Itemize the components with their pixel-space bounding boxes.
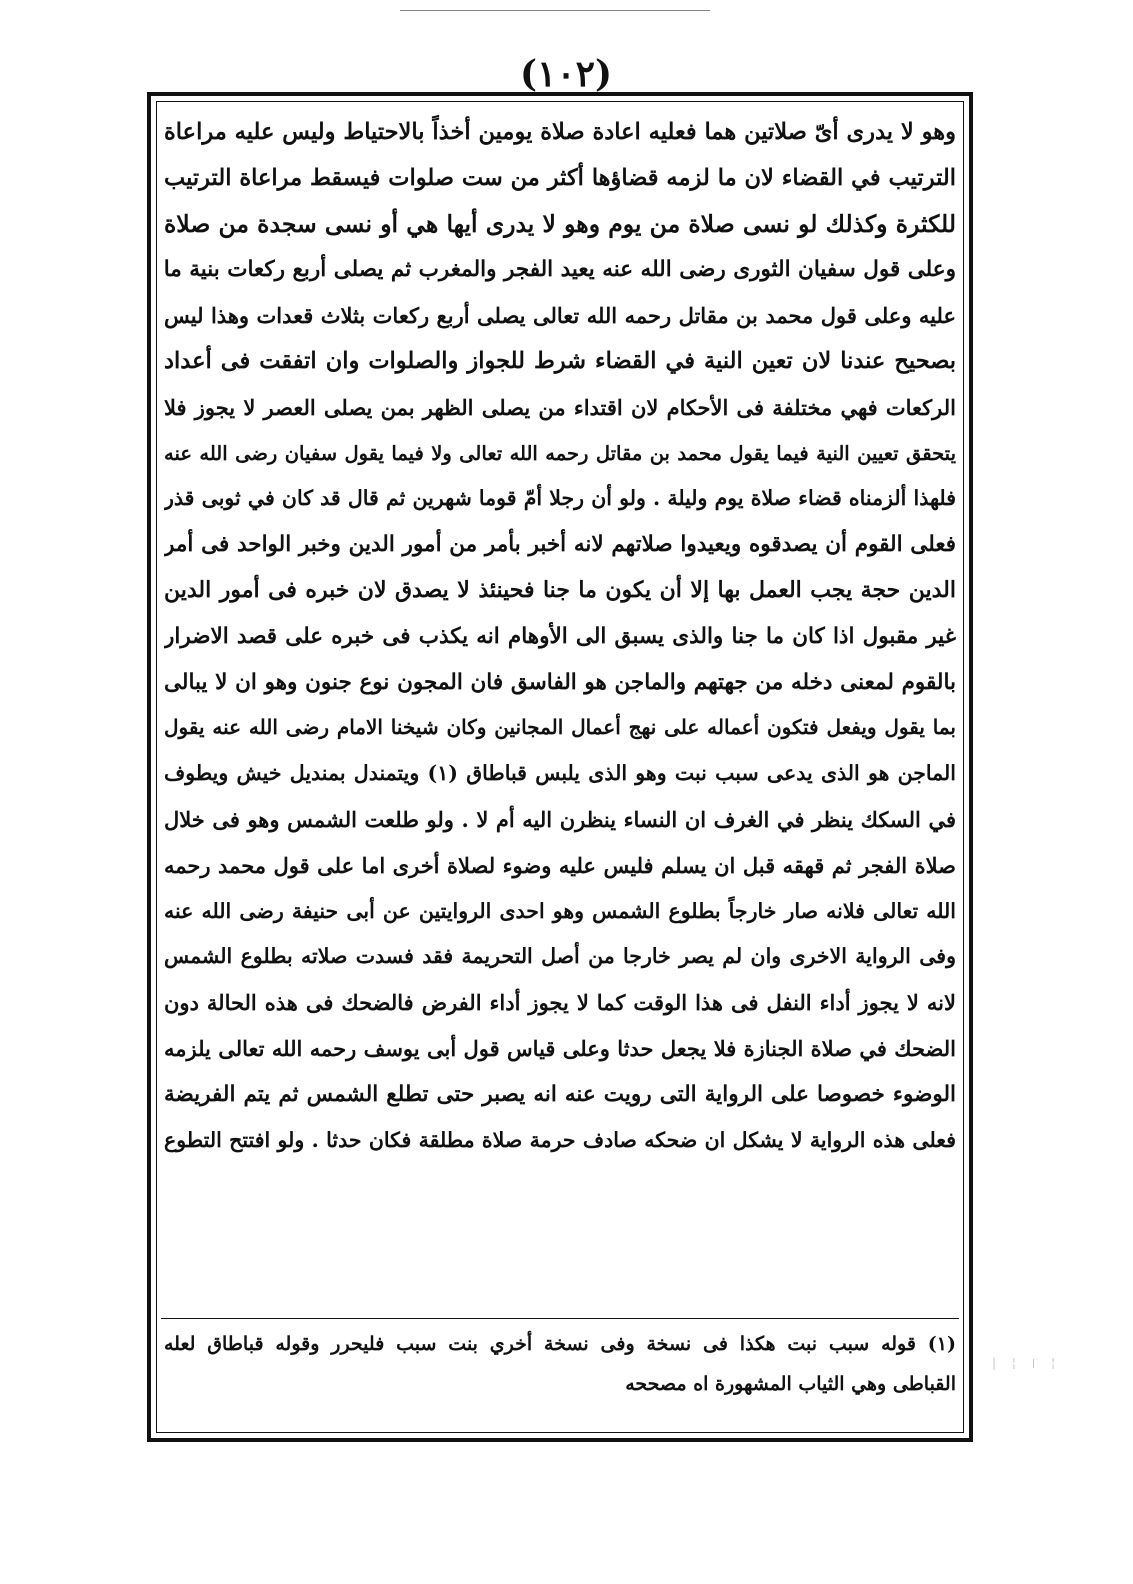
body-line: عليه وعلى قول محمد بن مقاتل رحمه الله تعالى يصلى أربع ركعات بثلاث قعدات وهذا ليس	[164, 303, 956, 329]
body-line: للكثرة وكذلك لو نسى صلاة من يوم وهو لا يدرى أيها هي أو نسى سجدة من صلاة	[164, 209, 956, 238]
body-line: بما يقول ويفعل فتكون أعماله على نهج أعمال المجانين وكان شيخنا الامام رضى الله عنه يقول	[164, 715, 956, 740]
body-line: وعلى قول سفيان الثورى رضى الله عنه يعيد الفجر والمغرب ثم يصلى أربع ركعات بنية ما	[164, 257, 956, 283]
text-frame	[147, 92, 973, 1442]
body-line: فعلى هذه الرواية لا يشكل ان ضحكه صادف حرمة صلاة مطلقة فكان حدثا . ولو افتتح التطوع	[164, 1127, 956, 1152]
footnote-line: القباطى وهي الثياب المشهورة اه مصححه	[625, 1373, 956, 1395]
footnote-line: (١) قوله سبب نبت هكذا فى نسخة وفى نسخة أخري بنت سبب فليحرر وقوله قباطاق لعله	[164, 1333, 956, 1355]
body-line: الماجن هو الذى يدعى سبب نبت وهو الذى يلبس قباطاق (١) ويتمندل بمنديل خيش ويطوف	[164, 761, 956, 786]
body-line: وهو لا يدرى أىّ صلاتين هما فعليه اعادة صلاة يومين أخذاً بالاحتياط وليس عليه مراعاة	[164, 119, 956, 145]
body-line: فلهذا ألزمناه قضاء صلاة يوم وليلة . ولو أن رجلا أمّ قوما شهرين ثم قال قد كان في ثوبى قذر	[164, 486, 956, 511]
margin-bleed-through: | ¦ ׀ ¦	[992, 1356, 1062, 1370]
body-line: الوضوء خصوصا على الرواية التى رويت عنه انه يصبر حتى تطلع الشمس ثم يتم الفريضة	[164, 1081, 956, 1107]
body-line: بالقوم لمعنى دخله من جهتهم والماجن هو الفاسق فان المجون نوع جنون وهو ان لا يبالى	[164, 669, 956, 695]
body-line: صلاة الفجر ثم قهقه قبل ان يسلم فليس عليه وضوء لصلاة أخرى اما على قول محمد رحمه	[164, 852, 956, 878]
body-line: الضحك في صلاة الجنازة فلا يجعل حدثا وعلى قياس قول أبى يوسف رحمه الله تعالى يلزمه	[164, 1035, 956, 1061]
page-number: (١٠٢)	[519, 53, 613, 95]
body-line: يتحقق تعيين النية فيما يقول محمد بن مقاتل رحمه الله تعالى ولا فيما يقول سفيان رضى الله عنه	[164, 441, 956, 465]
body-text	[164, 110, 956, 1310]
body-line: لانه لا يجوز أداء النفل فى هذا الوقت كما لا يجوز أداء الفرض فالضحك فى هذه الحالة دون	[164, 990, 956, 1016]
footnote	[164, 1324, 956, 1404]
top-edge-rule	[400, 10, 710, 11]
body-line: الله تعالى فلانه صار خارجاً بطلوع الشمس وهو احدى الروايتين عن أبى حنيفة رضى الله عنه	[164, 898, 956, 923]
body-line: غير مقبول اذا كان ما جنا والذى يسبق الى الأوهام انه يكذب فى خبره على قصد الاضرار	[164, 623, 956, 649]
body-line: وفى الرواية الاخرى وان لم يصر خارجا من أصل التحريمة فقد فسدت صلاته بطلوع الشمس	[164, 944, 956, 969]
body-line: في السكك ينظر في الغرف ان النساء ينظرن اليه أم لا . ولو طلعت الشمس وهو فى خلال	[164, 806, 956, 832]
footnote-separator	[161, 1318, 959, 1319]
body-line: فعلى القوم أن يصدقوه ويعيدوا صلاتهم لانه أخبر بأمر من أمور الدين وخبر الواحد فى أمر	[164, 532, 956, 558]
body-line: بصحيح عندنا لان تعين النية في القضاء شرط للجواز والصلوات وان اتفقت فى أعداد	[164, 347, 956, 374]
body-line: الركعات فهي مختلفة فى الأحكام لان اقتداء من يصلى الظهر بمن يصلى العصر لا يجوز فلا	[164, 394, 956, 420]
body-line: الترتيب في القضاء لان ما لزمه قضاؤها أكثر من ست صلوات فيسقط مراعاة الترتيب	[164, 164, 956, 191]
body-line: الدين حجة يجب العمل بها إلا أن يكون ما جنا فحينئذ لا يصدق لان خبره فى أمور الدين	[164, 576, 956, 603]
